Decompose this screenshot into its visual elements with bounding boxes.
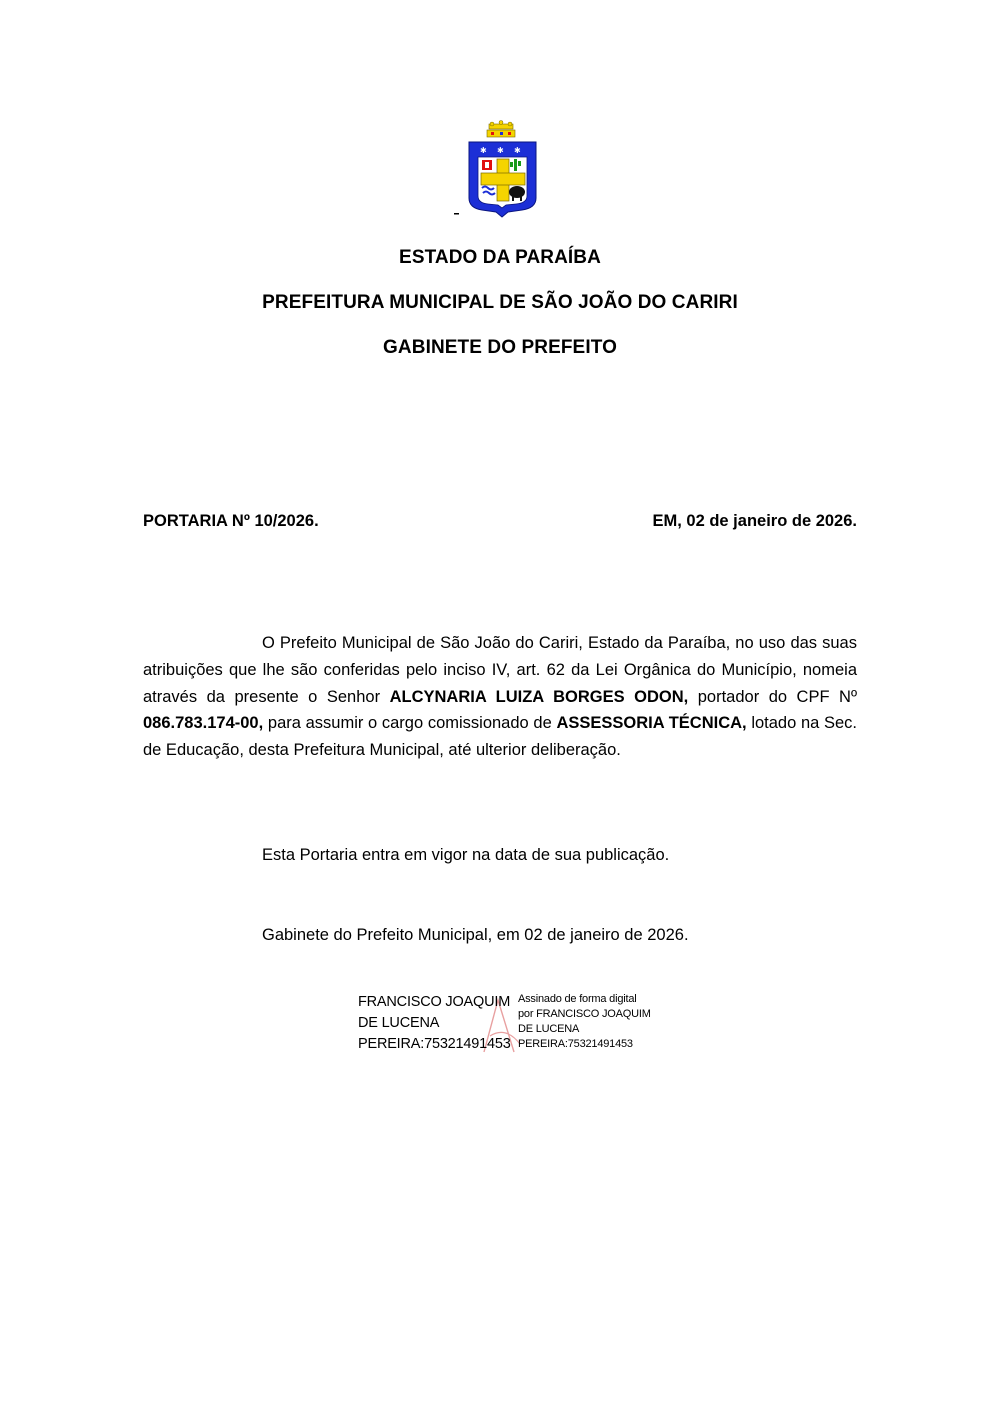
signer-name-line: PEREIRA:75321491453 (358, 1036, 511, 1052)
portaria-header (143, 512, 857, 531)
gabinete-paragraph: Gabinete do Prefeito Municipal, em 02 de janeiro de 2026. (262, 926, 689, 944)
state-title: ESTADO DA PARAÍBA (399, 247, 601, 268)
digital-signature (358, 992, 668, 1056)
svg-text:✱: ✱ (514, 146, 521, 155)
office-title: GABINETE DO PREFEITO (383, 337, 617, 358)
cpf-number: 086.783.174-00, (143, 714, 264, 733)
coat-of-arms (452, 120, 552, 220)
portaria-date: EM, 02 de janeiro de 2026. (652, 512, 857, 530)
svg-text:✱: ✱ (480, 146, 487, 155)
signature-info-line: DE LUCENA (518, 1023, 580, 1035)
signature-info-line: por FRANCISCO JOAQUIM (518, 1008, 651, 1020)
signer-name-line: FRANCISCO JOAQUIM (358, 994, 511, 1010)
signature-info-block (518, 992, 651, 1052)
vigor-paragraph: Esta Portaria entra em vigor na data de sua publicação. (262, 846, 670, 864)
portaria-number: PORTARIA Nº 10/2026. (143, 512, 319, 530)
cargo-prefix: para assumir o cargo comissionado de (267, 714, 552, 733)
signature-info-line: Assinado de forma digital (518, 993, 637, 1005)
prefecture-title: PREFEITURA MUNICIPAL DE SÃO JOÃO DO CARIRI (262, 292, 738, 313)
appointee-name: ALCYNARIA LUIZA BORGES ODON, (389, 687, 689, 706)
signer-name-block (358, 992, 511, 1055)
svg-text:✱: ✱ (497, 146, 504, 155)
cargo-name: ASSESSORIA TÉCNICA, (556, 714, 747, 733)
appointment-paragraph (143, 630, 857, 764)
signer-name-line: DE LUCENA (358, 1015, 440, 1031)
intro-text: O Prefeito Municipal de São João do Cariri, Estado da Paraíba, no uso das suas atribuições que lhe são conferidas pelo inciso IV, art. 62 da Lei Orgânica do Município, nomeia através da presente o Senhor (143, 634, 857, 706)
cpf-prefix: portador do CPF Nº (697, 687, 857, 706)
coat-of-arms-icon (452, 120, 552, 220)
signature-info-line: PEREIRA:75321491453 (518, 1038, 633, 1050)
closing-text: lotado na Sec. de Educação, desta Prefeitura Municipal, até ulterior deliberação. (143, 714, 857, 760)
